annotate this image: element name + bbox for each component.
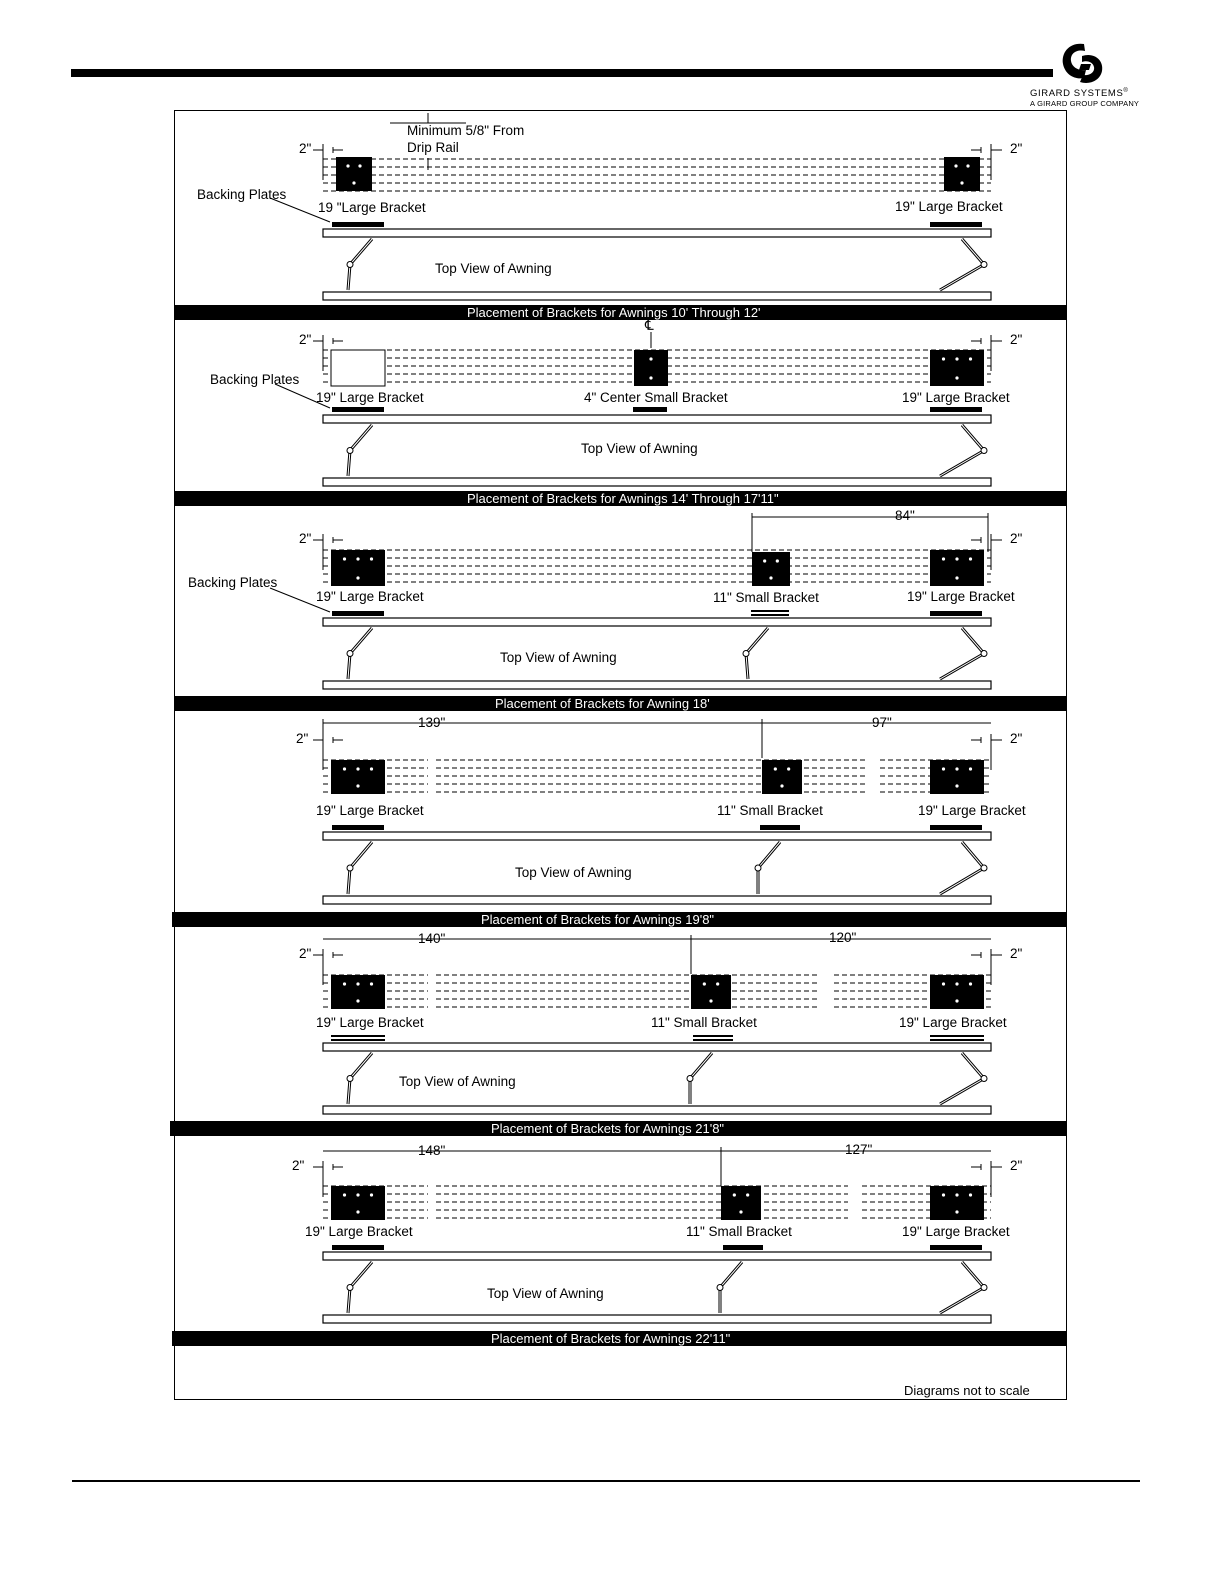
middle-bracket-label: 11" Small Bracket — [713, 590, 819, 605]
left-offset-label: 2" — [299, 946, 312, 961]
bracket-hole — [955, 784, 958, 787]
top-view-label: Top View of Awning — [399, 1074, 516, 1089]
bracket-hole — [343, 1193, 346, 1196]
brand-tagline: A GIRARD GROUP COMPANY — [1030, 99, 1140, 108]
bracket-hole — [356, 576, 359, 579]
awning-lead-rail — [323, 1315, 991, 1323]
scale-note: Diagrams not to scale — [904, 1383, 1030, 1398]
awning-lead-rail — [323, 896, 991, 904]
awning-arm — [940, 239, 984, 290]
awning-roller-rail — [323, 1252, 991, 1260]
bracket-hole — [955, 1193, 958, 1196]
right-large-bracket — [944, 157, 980, 191]
awning-arm — [940, 628, 984, 679]
right-large-bracket — [930, 1186, 984, 1220]
middle-bracket-label: 11" Small Bracket — [717, 803, 823, 818]
right-bracket-label: 19" Large Bracket — [895, 199, 1003, 214]
arm-elbow — [981, 1076, 987, 1082]
left-large-bracket — [331, 1186, 385, 1220]
left-bracket-label: 19" Large Bracket — [305, 1224, 413, 1239]
bracket-hole — [955, 357, 958, 360]
min-drip-note: Minimum 5/8" From — [407, 123, 525, 138]
left-bracket-label: 19" Large Bracket — [316, 803, 424, 818]
backing-plate-strip — [930, 611, 982, 616]
center-bracket-label: 4" Center Small Bracket — [584, 390, 728, 405]
section-title: Placement of Brackets for Awnings 19'8" — [481, 912, 715, 927]
dimension-127-label: 127" — [845, 1142, 873, 1157]
left-large-bracket — [331, 760, 385, 794]
left-large-bracket — [331, 975, 385, 1009]
bracket-hole — [969, 357, 972, 360]
section-title: Placement of Brackets for Awnings 14' Through 17'11" — [467, 491, 779, 506]
top-view-label: Top View of Awning — [487, 1286, 604, 1301]
backing-plates-label: Backing Plates — [188, 575, 278, 590]
bracket-hole — [356, 784, 359, 787]
backing-plates-label: Backing Plates — [210, 372, 300, 387]
backing-plate-strip — [930, 1039, 984, 1041]
arm-elbow — [347, 1285, 353, 1291]
awning-lead-rail — [323, 478, 991, 486]
dimension-148-label: 148" — [418, 1143, 446, 1158]
bracket-hole — [966, 164, 969, 167]
right-offset-label: 2" — [1010, 731, 1023, 746]
bracket-hole — [733, 1193, 736, 1196]
top-view-label: Top View of Awning — [435, 261, 552, 276]
left-bracket-outline — [331, 350, 385, 386]
arm-elbow — [743, 651, 749, 657]
bracket-hole — [343, 982, 346, 985]
middle-small-bracket — [721, 1186, 761, 1220]
left-bracket-label: 19 "Large Bracket — [318, 200, 426, 215]
bracket-hole — [969, 767, 972, 770]
bracket-hole — [746, 1193, 749, 1196]
top-view-label: Top View of Awning — [500, 650, 617, 665]
backing-plate-strip — [332, 407, 384, 412]
backing-plate-strip — [693, 1039, 733, 1041]
right-offset-label: 2" — [1010, 531, 1023, 546]
arm-elbow — [347, 651, 353, 657]
left-offset-label: 2" — [299, 531, 312, 546]
bracket-hole — [356, 1210, 359, 1213]
left-offset-label: 2" — [292, 1158, 305, 1173]
left-large-bracket — [331, 550, 385, 586]
backing-plate-strip — [760, 825, 800, 830]
middle-bracket-label: 11" Small Bracket — [686, 1224, 792, 1239]
right-bracket-label: 19" Large Bracket — [918, 803, 1026, 818]
bracket-hole — [774, 767, 777, 770]
left-bracket-label: 19" Large Bracket — [316, 589, 424, 604]
bracket-hole — [954, 164, 957, 167]
bracket-hole — [370, 1193, 373, 1196]
bracket-hole — [960, 181, 963, 184]
arm-elbow — [981, 865, 987, 871]
right-large-bracket — [930, 350, 984, 386]
bracket-hole — [942, 557, 945, 560]
awning-lead-rail — [323, 1106, 991, 1114]
awning-roller-rail — [323, 415, 991, 423]
bracket-hole — [942, 982, 945, 985]
section-title: Placement of Brackets for Awnings 21'8" — [491, 1121, 725, 1136]
backing-plate-strip — [930, 1035, 984, 1037]
bracket-hole — [356, 557, 359, 560]
arm-elbow — [347, 1076, 353, 1082]
bracket-hole — [776, 559, 779, 562]
arm-elbow — [687, 1076, 693, 1082]
middle-small-bracket — [691, 975, 731, 1009]
bracket-hole — [370, 982, 373, 985]
left-bracket-label: 19" Large Bracket — [316, 390, 424, 405]
backing-plate-strip — [331, 1039, 385, 1041]
bracket-hole — [343, 767, 346, 770]
awning-lead-rail — [323, 681, 991, 689]
centerline-symbol: ℄ — [645, 318, 654, 333]
bracket-hole — [346, 164, 349, 167]
middle-small-bracket — [752, 552, 790, 586]
backing-plate-strip — [930, 222, 982, 227]
bracket-hole — [356, 1193, 359, 1196]
bracket-hole — [703, 982, 706, 985]
arm-elbow — [981, 651, 987, 657]
backing-plate-strip — [693, 1035, 733, 1037]
drip-rail-note: Drip Rail — [407, 140, 459, 155]
backing-plate-strip — [751, 614, 789, 616]
bracket-hole — [649, 376, 652, 379]
arm-elbow — [347, 865, 353, 871]
bracket-hole — [356, 999, 359, 1002]
bracket-hole — [358, 164, 361, 167]
awning-lead-rail — [323, 292, 991, 300]
awning-roller-rail — [323, 832, 991, 840]
backing-plate-strip — [633, 407, 667, 412]
right-offset-label: 2" — [1010, 141, 1023, 156]
backing-plate-strip — [332, 1245, 384, 1250]
arm-elbow — [347, 448, 353, 454]
bracket-hole — [955, 376, 958, 379]
dimension-120-label: 120" — [829, 930, 857, 945]
top-view-label: Top View of Awning — [515, 865, 632, 880]
bracket-hole — [343, 557, 346, 560]
right-bracket-label: 19" Large Bracket — [899, 1015, 1007, 1030]
bracket-hole — [769, 576, 772, 579]
arm-elbow — [981, 1285, 987, 1291]
section-title: Placement of Brackets for Awnings 22'11" — [491, 1331, 731, 1346]
bracket-hole — [780, 784, 783, 787]
left-offset-label: 2" — [299, 332, 312, 347]
right-offset-label: 2" — [1010, 946, 1023, 961]
brand-name: GIRARD SYSTEMS — [1030, 88, 1124, 100]
backing-plates-label: Backing Plates — [197, 187, 287, 202]
right-bracket-label: 19" Large Bracket — [907, 589, 1015, 604]
dimension-97-label: 97" — [872, 715, 892, 730]
awning-arm — [940, 842, 984, 894]
right-offset-label: 2" — [1010, 332, 1023, 347]
awning-arm — [940, 1262, 984, 1313]
backing-plate-strip — [751, 610, 789, 612]
right-bracket-label: 19" Large Bracket — [902, 390, 1010, 405]
top-view-label: Top View of Awning — [581, 441, 698, 456]
section-title: Placement of Brackets for Awnings 10' Through 12' — [467, 305, 761, 320]
awning-arm — [940, 425, 984, 476]
arm-elbow — [981, 448, 987, 454]
left-bracket-label: 19" Large Bracket — [316, 1015, 424, 1030]
backing-plate-strip — [723, 1245, 763, 1250]
bracket-hole — [955, 999, 958, 1002]
backing-plate-strip — [332, 222, 384, 227]
center-small-bracket — [634, 350, 668, 386]
backing-plate-strip — [331, 1035, 385, 1037]
bracket-hole — [352, 181, 355, 184]
bracket-hole — [356, 982, 359, 985]
awning-arm — [940, 1262, 984, 1313]
middle-small-bracket — [762, 760, 802, 794]
bracket-hole — [955, 767, 958, 770]
arm-elbow — [347, 262, 353, 268]
backing-plate-strip — [332, 611, 384, 616]
arm-elbow — [717, 1285, 723, 1291]
awning-arm — [940, 239, 984, 290]
footer-rule — [72, 1480, 1140, 1482]
dimension-140-label: 140" — [418, 931, 446, 946]
bracket-hole — [969, 1193, 972, 1196]
right-offset-label: 2" — [1010, 1158, 1023, 1173]
registered-mark: ® — [1123, 88, 1129, 94]
bracket-hole — [942, 767, 945, 770]
dimension-139-label: 139" — [418, 715, 446, 730]
awning-arm — [940, 425, 984, 476]
section-title: Placement of Brackets for Awning 18' — [495, 696, 710, 711]
bracket-hole — [356, 767, 359, 770]
bracket-hole — [370, 557, 373, 560]
backing-plate-strip — [930, 825, 982, 830]
bracket-hole — [955, 576, 958, 579]
right-bracket-label: 19" Large Bracket — [902, 1224, 1010, 1239]
bracket-hole — [370, 767, 373, 770]
bracket-hole — [649, 357, 652, 360]
bracket-hole — [942, 1193, 945, 1196]
awning-arm — [940, 842, 984, 894]
awning-roller-rail — [323, 229, 991, 237]
left-large-bracket — [336, 157, 372, 191]
bracket-hole — [763, 559, 766, 562]
bracket-hole — [955, 982, 958, 985]
awning-roller-rail — [323, 618, 991, 626]
bracket-hole — [969, 982, 972, 985]
bracket-hole — [787, 767, 790, 770]
left-offset-label: 2" — [296, 731, 309, 746]
awning-arm — [940, 628, 984, 679]
middle-bracket-label: 11" Small Bracket — [651, 1015, 757, 1030]
dimension-84-label: 84" — [895, 508, 915, 523]
backing-plate-strip — [930, 1245, 982, 1250]
bracket-hole — [969, 557, 972, 560]
bracket-hole — [955, 557, 958, 560]
bracket-hole — [942, 357, 945, 360]
awning-arm — [940, 1053, 984, 1104]
arm-elbow — [981, 262, 987, 268]
backing-plate-strip — [332, 825, 384, 830]
left-offset-label: 2" — [299, 141, 312, 156]
backing-plate-strip — [930, 407, 982, 412]
awning-arm — [940, 1053, 984, 1104]
right-large-bracket — [930, 550, 984, 586]
bracket-hole — [739, 1210, 742, 1213]
right-large-bracket — [930, 760, 984, 794]
right-large-bracket — [930, 975, 984, 1009]
bracket-hole — [955, 1210, 958, 1213]
arm-elbow — [755, 865, 761, 871]
bracket-hole — [716, 982, 719, 985]
awning-roller-rail — [323, 1043, 991, 1051]
bracket-hole — [709, 999, 712, 1002]
